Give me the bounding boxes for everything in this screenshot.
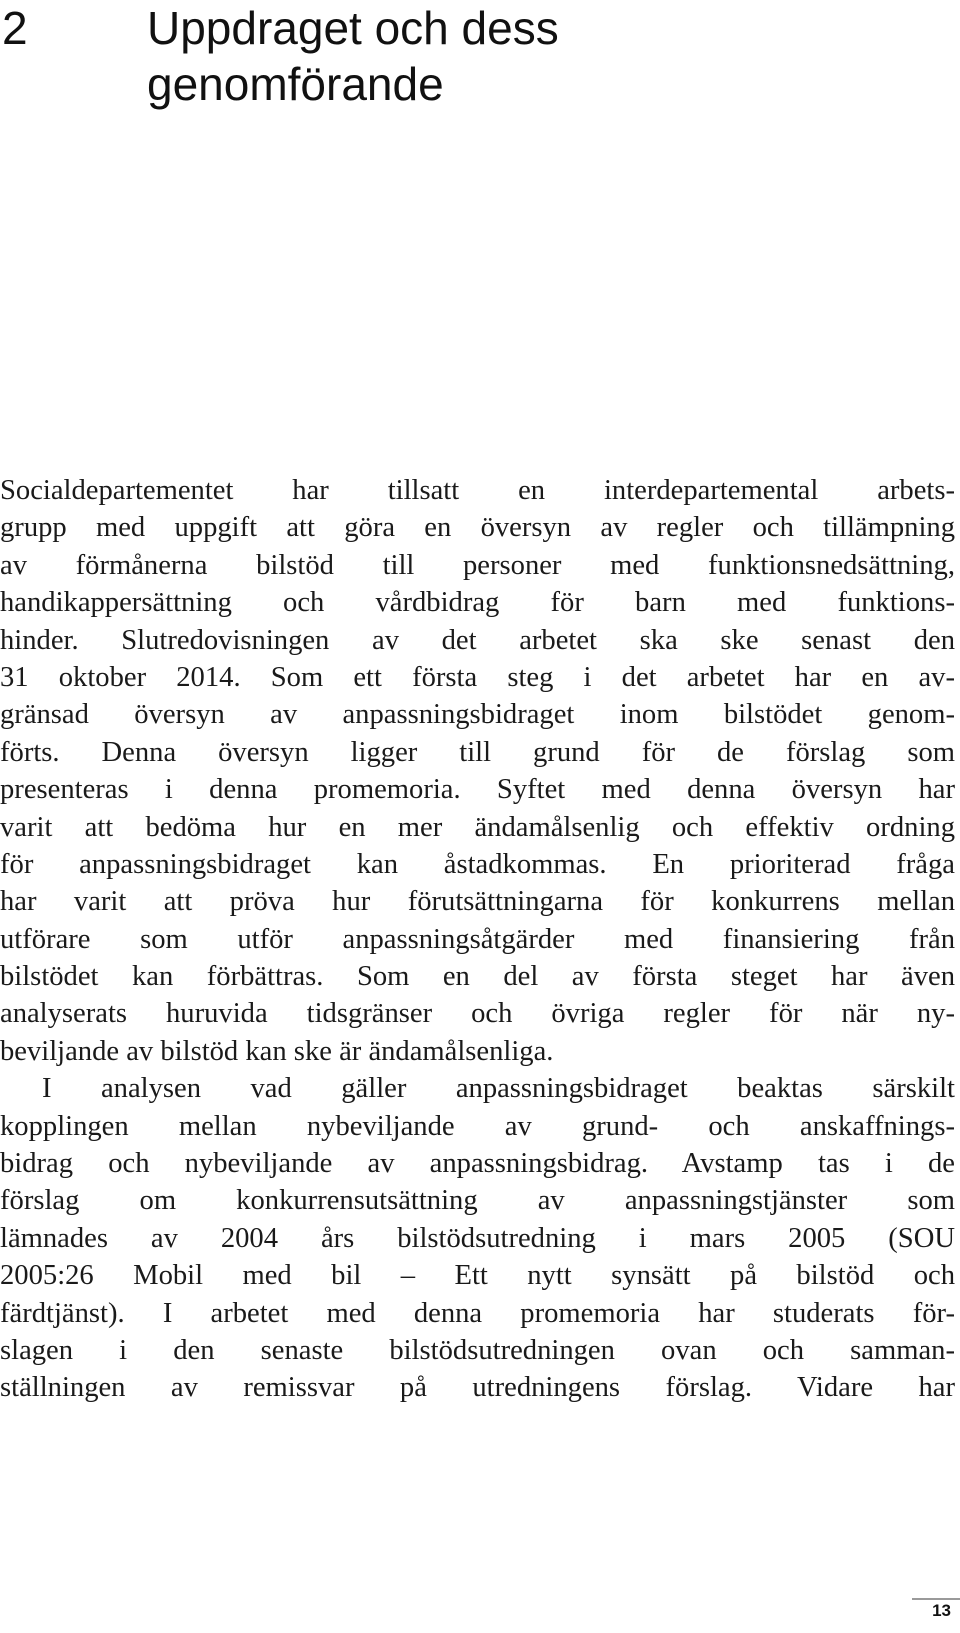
text-line: utförare som utför anpassningsåtgärder med finansiering från <box>0 923 955 955</box>
text-line: lämnades av 2004 års bilstödsutredning i mars 2005 (SOU <box>0 1222 955 1254</box>
text-line: hinder. Slutredovisningen av det arbetet ska ske senast den <box>0 624 955 656</box>
text-line: gränsad översyn av anpassningsbidraget inom bilstödet genom- <box>0 699 955 731</box>
text-line: handikappersättning och vårdbidrag för barn med funktions- <box>0 587 955 619</box>
text-line: I analysen vad gäller anpassningsbidraget beaktas särskilt <box>42 1073 955 1105</box>
text-line: 2005:26 Mobil med bil – Ett nytt synsätt på bilstöd och <box>0 1260 955 1292</box>
chapter-number: 2 <box>2 2 28 54</box>
text-line: varit att bedöma hur en mer ändamålsenlig och effektiv ordning <box>0 811 955 843</box>
chapter-title-line: Uppdraget och dess <box>147 2 559 54</box>
paragraph-2 <box>0 1070 955 1407</box>
text-line: färdtjänst). I arbetet med denna promemoria har studerats för- <box>0 1297 955 1329</box>
text-line: kopplingen mellan nybeviljande av grund- och anskaffnings- <box>0 1110 955 1142</box>
text-line: analyserats huruvida tidsgränser och övriga regler för när ny- <box>0 998 955 1030</box>
text-line: 31 oktober 2014. Som ett första steg i det arbetet har en av- <box>0 661 955 693</box>
text-line: ställningen av remissvar på utredningens förslag. Vidare har <box>0 1372 955 1404</box>
page-number: 13 <box>932 1601 951 1620</box>
text-line: grupp med uppgift att göra en översyn av regler och tillämpning <box>0 512 955 544</box>
text-line: av förmånerna bilstöd till personer med funktionsnedsättning, <box>0 549 955 581</box>
paragraph-1 <box>0 472 955 1070</box>
text-line: slagen i den senaste bilstödsutredningen ovan och samman- <box>0 1334 955 1366</box>
chapter-title-line: genomförande <box>147 58 444 110</box>
text-line: Socialdepartementet har tillsatt en interdepartemental arbets- <box>0 475 955 506</box>
body-text <box>0 472 955 1407</box>
text-line: förslag om konkurrensutsättning av anpassningstjänster som <box>0 1185 955 1217</box>
page-number-rule <box>912 1598 960 1600</box>
text-line: förts. Denna översyn ligger till grund för de förslag som <box>0 736 955 768</box>
chapter-title <box>147 0 867 112</box>
text-line: för anpassningsbidraget kan åstadkommas. En prioriterad fråga <box>0 848 955 880</box>
text-line: presenteras i denna promemoria. Syftet med denna översyn har <box>0 774 955 806</box>
text-line: har varit att pröva hur förutsättningarna för konkurrens mellan <box>0 886 955 918</box>
text-line: bilstödet kan förbättras. Som en del av första steget har även <box>0 961 955 993</box>
text-line: bidrag och nybeviljande av anpassningsbidrag. Avstamp tas i de <box>0 1148 955 1180</box>
text-line: beviljande av bilstöd kan ske är ändamålsenliga. <box>0 1035 554 1067</box>
